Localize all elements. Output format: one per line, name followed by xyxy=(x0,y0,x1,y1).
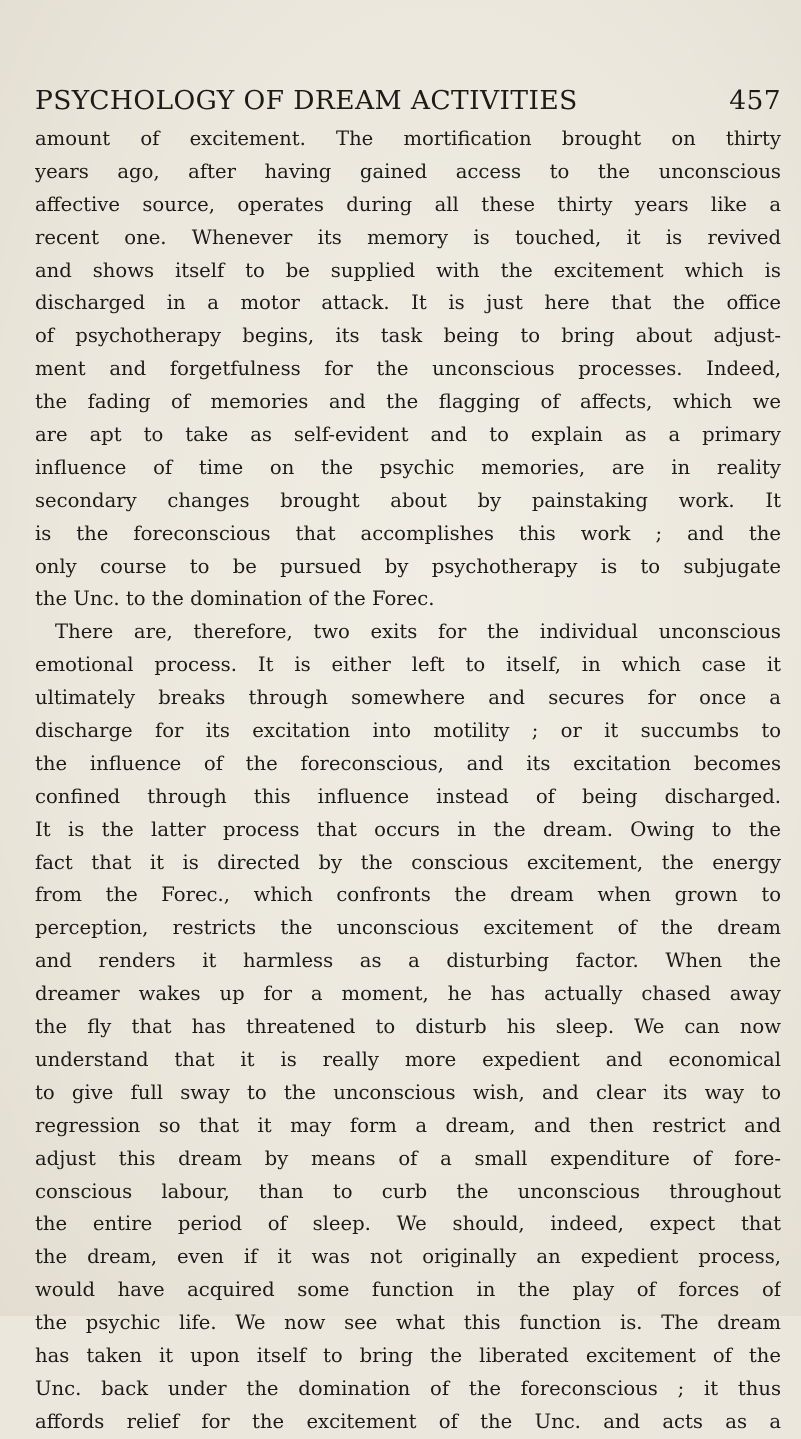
text-line: discharge for its excitation into motility ; or it succumbs to xyxy=(35,719,781,743)
text-line: adjust this dream by means of a small expenditure of fore- xyxy=(35,1146,781,1170)
text-line: only course to be pursued by psychotherapy is to subjugate xyxy=(35,554,781,578)
paragraph-end-line: the Unc. to the domination of the Forec. xyxy=(35,587,435,611)
text-line: affective source, operates during all these thirty years like a xyxy=(35,192,781,216)
text-line: the fly that has threatened to disturb his sleep. We can now xyxy=(35,1015,781,1039)
paragraph-start-line: There are, therefore, two exits for the individual unconscious xyxy=(55,620,781,644)
text-line: secondary changes brought about by painstaking work. It xyxy=(35,488,781,512)
text-line: perception, restricts the unconscious excitement of the dream xyxy=(35,916,781,940)
text-line: the influence of the foreconscious, and its excitation becomes xyxy=(35,751,781,775)
text-line: regression so that it may form a dream, and then restrict and xyxy=(35,1113,781,1137)
text-line: ment and forgetfulness for the unconscious processes. Indeed, xyxy=(35,357,781,381)
text-line: the entire period of sleep. We should, indeed, expect that xyxy=(35,1212,781,1236)
text-line: and shows itself to be supplied with the excitement which is xyxy=(35,258,781,282)
text-line: to give full sway to the unconscious wish, and clear its way to xyxy=(35,1080,781,1104)
text-line: conscious labour, than to curb the unconscious throughout xyxy=(35,1179,781,1203)
text-line: It is the latter process that occurs in the dream. Owing to the xyxy=(35,817,781,841)
text-line: years ago, after having gained access to the unconscious xyxy=(35,159,781,183)
text-line: ultimately breaks through somewhere and secures for once a xyxy=(35,686,781,710)
text-line: are apt to take as self-evident and to explain as a primary xyxy=(35,423,781,447)
text-line: influence of time on the psychic memories, are in reality xyxy=(35,455,781,479)
text-line: the psychic life. We now see what this function is. The dream xyxy=(35,1311,781,1335)
body-text xyxy=(35,123,781,1439)
text-line: the dream, even if it was not originally an expedient process, xyxy=(35,1245,781,1269)
page-number: 457 xyxy=(729,85,781,116)
text-line: recent one. Whenever its memory is touched, it is revived xyxy=(35,225,781,249)
text-line: from the Forec., which confronts the dream when grown to xyxy=(35,883,781,907)
running-header xyxy=(35,79,781,123)
text-line: would have acquired some function in the play of forces of xyxy=(35,1278,781,1302)
text-line: of psychotherapy begins, its task being to bring about adjust- xyxy=(35,324,781,348)
text-line: understand that it is really more expedient and economical xyxy=(35,1047,781,1071)
text-line: is the foreconscious that accomplishes this work ; and the xyxy=(35,521,781,545)
text-line: has taken it upon itself to bring the liberated excitement of the xyxy=(35,1343,781,1367)
text-line: fact that it is directed by the conscious excitement, the energy xyxy=(35,850,781,874)
text-line: confined through this influence instead of being discharged. xyxy=(35,784,781,808)
text-line: discharged in a motor attack. It is just here that the office xyxy=(35,291,781,315)
text-line: dreamer wakes up for a moment, he has actually chased away xyxy=(35,982,781,1006)
text-line: affords relief for the excitement of the Unc. and acts as a xyxy=(35,1409,781,1433)
text-line: Unc. back under the domination of the foreconscious ; it thus xyxy=(35,1376,781,1400)
text-line: emotional process. It is either left to itself, in which case it xyxy=(35,653,781,677)
text-line: the fading of memories and the flagging of affects, which we xyxy=(35,390,781,414)
text-line: and renders it harmless as a disturbing factor. When the xyxy=(35,949,781,973)
text-line: amount of excitement. The mortification brought on thirty xyxy=(35,127,781,150)
running-title: PSYCHOLOGY OF DREAM ACTIVITIES xyxy=(35,85,578,116)
